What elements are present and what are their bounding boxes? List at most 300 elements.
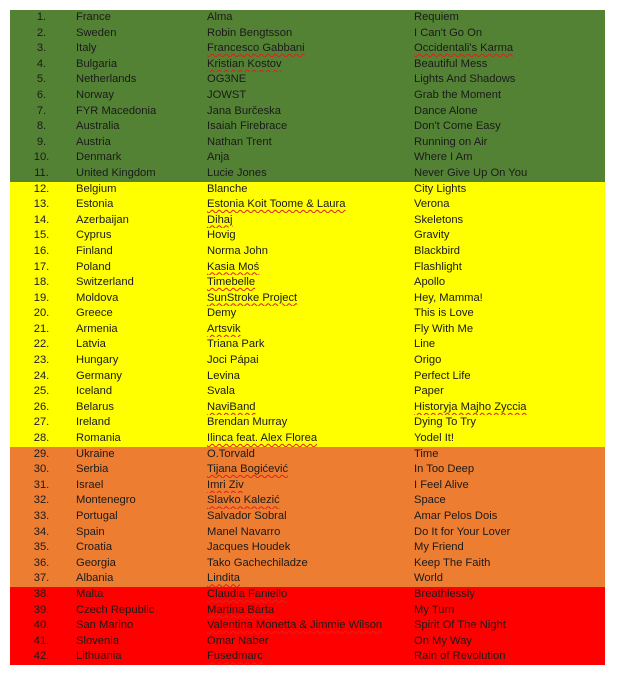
artist-cell-text: Ilinca feat. Alex Florea: [207, 432, 318, 445]
table-row: [10, 587, 605, 603]
rank-cell[interactable]: [10, 291, 73, 307]
song-cell-text: My Turn: [414, 603, 455, 616]
country-cell[interactable]: [73, 41, 206, 57]
artist-cell[interactable]: [206, 462, 413, 478]
table-row: [10, 618, 605, 634]
country-cell[interactable]: [73, 618, 206, 634]
country-cell[interactable]: [73, 462, 206, 478]
artist-cell-text: Brendan Murray: [207, 416, 288, 429]
rank-cell[interactable]: [10, 260, 73, 276]
rank-cell[interactable]: [10, 275, 73, 291]
rank-cell[interactable]: [10, 322, 73, 338]
song-cell[interactable]: [413, 244, 605, 260]
country-cell[interactable]: [73, 447, 206, 463]
table-row: [10, 213, 605, 229]
country-cell[interactable]: [73, 26, 206, 42]
country-cell[interactable]: [73, 260, 206, 276]
rank-cell[interactable]: [10, 166, 73, 182]
ranking-table-body: [10, 10, 605, 665]
artist-cell[interactable]: [206, 587, 413, 603]
country-cell[interactable]: [73, 415, 206, 431]
song-cell[interactable]: [413, 26, 605, 42]
artist-cell-text: Blanche: [207, 182, 248, 195]
rank-cell[interactable]: [10, 431, 73, 447]
artist-cell[interactable]: [206, 104, 413, 120]
artist-cell-text: Robin Bengtsson: [207, 26, 293, 39]
rank-cell[interactable]: [10, 462, 73, 478]
artist-cell[interactable]: [206, 244, 413, 260]
rank-cell-text: 5.: [36, 73, 47, 86]
country-cell[interactable]: [73, 493, 206, 509]
artist-cell[interactable]: [206, 88, 413, 104]
rank-cell[interactable]: [10, 10, 73, 26]
artist-cell-text: Claudia Faniello: [207, 587, 288, 600]
rank-cell[interactable]: [10, 72, 73, 88]
ranking-table: [10, 10, 605, 665]
song-cell-text: Paper: [414, 385, 444, 398]
song-cell[interactable]: [413, 119, 605, 135]
artist-cell[interactable]: [206, 540, 413, 556]
country-cell-text: Moldova: [76, 291, 119, 304]
song-cell[interactable]: [413, 415, 605, 431]
rank-cell[interactable]: [10, 353, 73, 369]
song-cell[interactable]: [413, 213, 605, 229]
rank-cell[interactable]: [10, 618, 73, 634]
rank-cell-text: 24.: [33, 369, 50, 382]
country-cell[interactable]: [73, 135, 206, 151]
song-cell-text: Skeletons: [414, 213, 464, 226]
rank-cell-text: 12.: [33, 182, 50, 195]
song-cell[interactable]: [413, 260, 605, 276]
rank-cell[interactable]: [10, 509, 73, 525]
artist-cell-text: Timebelle: [207, 276, 256, 289]
song-cell[interactable]: [413, 353, 605, 369]
rank-cell[interactable]: [10, 384, 73, 400]
song-cell-text: Dying To Try: [414, 416, 476, 429]
artist-cell[interactable]: [206, 182, 413, 198]
table-row: [10, 415, 605, 431]
table-row: [10, 244, 605, 260]
song-cell[interactable]: [413, 135, 605, 151]
artist-cell-text: Fusedmarc: [207, 650, 263, 663]
table-row: [10, 634, 605, 650]
song-cell-text: Requiem: [414, 11, 459, 23]
rank-cell-text: 16.: [33, 244, 50, 257]
artist-cell[interactable]: [206, 384, 413, 400]
artist-cell[interactable]: [206, 353, 413, 369]
table-row: [10, 431, 605, 447]
country-cell-text: Norway: [76, 88, 114, 101]
artist-cell[interactable]: [206, 228, 413, 244]
artist-cell-text: Francesco Gabbani: [207, 42, 305, 55]
rank-cell-text: 20.: [33, 307, 50, 320]
country-cell[interactable]: [73, 369, 206, 385]
country-cell[interactable]: [73, 587, 206, 603]
artist-cell[interactable]: [206, 571, 413, 587]
country-cell[interactable]: [73, 649, 206, 665]
country-cell-text: Ukraine: [76, 447, 115, 460]
country-cell-text: Italy: [76, 42, 97, 55]
song-cell-text: I Can't Go On: [414, 26, 483, 39]
rank-cell[interactable]: [10, 182, 73, 198]
artist-cell[interactable]: [206, 369, 413, 385]
country-cell-text: Czech Republic: [76, 603, 155, 616]
rank-cell-text: 30.: [33, 463, 50, 476]
country-cell-text: Ireland: [76, 416, 111, 429]
artist-cell[interactable]: [206, 322, 413, 338]
country-cell[interactable]: [73, 431, 206, 447]
song-cell[interactable]: [413, 493, 605, 509]
song-cell-text: Origo: [414, 354, 442, 367]
song-cell[interactable]: [413, 571, 605, 587]
song-cell[interactable]: [413, 556, 605, 572]
country-cell-text: Croatia: [76, 541, 113, 554]
artist-cell[interactable]: [206, 603, 413, 619]
artist-cell[interactable]: [206, 447, 413, 463]
table-row: [10, 166, 605, 182]
country-cell[interactable]: [73, 634, 206, 650]
table-row: [10, 369, 605, 385]
country-cell[interactable]: [73, 244, 206, 260]
song-cell[interactable]: [413, 337, 605, 353]
rank-cell[interactable]: [10, 587, 73, 603]
country-cell[interactable]: [73, 72, 206, 88]
table-row: [10, 603, 605, 619]
rank-cell-text: 29.: [33, 447, 50, 460]
song-cell-text: Gravity: [414, 229, 450, 242]
rank-cell-text: 1.: [36, 11, 47, 23]
rank-cell-text: 8.: [36, 120, 47, 133]
song-cell[interactable]: [413, 291, 605, 307]
artist-cell[interactable]: [206, 493, 413, 509]
country-cell[interactable]: [73, 57, 206, 73]
song-cell-text: Hey, Mamma!: [414, 291, 483, 304]
song-cell-text: Where I Am: [414, 151, 473, 164]
rank-cell[interactable]: [10, 415, 73, 431]
rank-cell[interactable]: [10, 447, 73, 463]
country-cell[interactable]: [73, 540, 206, 556]
artist-cell-text: Tijana Bogićević: [207, 463, 289, 476]
rank-cell[interactable]: [10, 197, 73, 213]
table-row: [10, 150, 605, 166]
artist-cell[interactable]: [206, 41, 413, 57]
country-cell[interactable]: [73, 88, 206, 104]
artist-cell[interactable]: [206, 260, 413, 276]
table-row: [10, 72, 605, 88]
song-cell[interactable]: [413, 182, 605, 198]
country-cell[interactable]: [73, 228, 206, 244]
table-row: [10, 182, 605, 198]
rank-cell[interactable]: [10, 540, 73, 556]
table-row: [10, 57, 605, 73]
rank-cell[interactable]: [10, 150, 73, 166]
country-cell[interactable]: [73, 10, 206, 26]
artist-cell[interactable]: [206, 10, 413, 26]
table-row: [10, 447, 605, 463]
table-row: [10, 135, 605, 151]
song-cell[interactable]: [413, 72, 605, 88]
song-cell-text: On My Way: [414, 634, 473, 647]
song-cell[interactable]: [413, 634, 605, 650]
song-cell[interactable]: [413, 10, 605, 26]
rank-cell-text: 7.: [36, 104, 47, 117]
artist-cell[interactable]: [206, 618, 413, 634]
rank-cell[interactable]: [10, 571, 73, 587]
song-cell-text: Verona: [414, 198, 450, 211]
rank-cell-text: 6.: [36, 88, 47, 101]
song-cell-text: Flashlight: [414, 260, 462, 273]
country-cell[interactable]: [73, 353, 206, 369]
country-cell-text: Finland: [76, 244, 113, 257]
song-cell[interactable]: [413, 540, 605, 556]
rank-cell[interactable]: [10, 478, 73, 494]
artist-cell-text: Hovig: [207, 229, 236, 242]
artist-cell-text: Norma John: [207, 244, 268, 257]
artist-cell-text: Tako Gachechiladze: [207, 556, 308, 569]
song-cell[interactable]: [413, 41, 605, 57]
artist-cell[interactable]: [206, 291, 413, 307]
country-cell[interactable]: [73, 556, 206, 572]
rank-cell-text: 33.: [33, 510, 50, 522]
artist-cell[interactable]: [206, 197, 413, 213]
rank-cell[interactable]: [10, 88, 73, 104]
song-cell[interactable]: [413, 525, 605, 541]
rank-cell-text: 36.: [33, 556, 50, 569]
artist-cell[interactable]: [206, 556, 413, 572]
country-cell[interactable]: [73, 166, 206, 182]
song-cell[interactable]: [413, 275, 605, 291]
country-cell-text: Romania: [76, 432, 121, 445]
artist-cell[interactable]: [206, 57, 413, 73]
song-cell-text: Spirit Of The Night: [414, 619, 506, 632]
country-cell[interactable]: [73, 275, 206, 291]
artist-cell[interactable]: [206, 150, 413, 166]
rank-cell-text: 14.: [33, 213, 50, 226]
song-cell[interactable]: [413, 150, 605, 166]
artist-cell[interactable]: [206, 400, 413, 416]
song-cell[interactable]: [413, 228, 605, 244]
song-cell-text: Breathlessly: [414, 587, 475, 600]
rank-cell[interactable]: [10, 400, 73, 416]
rank-cell[interactable]: [10, 213, 73, 229]
song-cell-text: My Friend: [414, 541, 464, 554]
country-cell[interactable]: [73, 603, 206, 619]
song-cell[interactable]: [413, 447, 605, 463]
country-cell-text: San Marino: [76, 619, 134, 632]
song-cell[interactable]: [413, 322, 605, 338]
table-row: [10, 119, 605, 135]
rank-cell[interactable]: [10, 634, 73, 650]
rank-cell-text: 34.: [33, 525, 50, 538]
song-cell[interactable]: [413, 197, 605, 213]
rank-cell[interactable]: [10, 41, 73, 57]
country-cell[interactable]: [73, 150, 206, 166]
country-cell-text: FYR Macedonia: [76, 104, 157, 117]
song-cell[interactable]: [413, 649, 605, 665]
country-cell[interactable]: [73, 571, 206, 587]
rank-cell-text: 10.: [33, 151, 50, 164]
song-cell[interactable]: [413, 618, 605, 634]
artist-cell[interactable]: [206, 415, 413, 431]
song-cell-text: Never Give Up On You: [414, 166, 528, 179]
rank-cell[interactable]: [10, 57, 73, 73]
song-cell[interactable]: [413, 57, 605, 73]
artist-cell[interactable]: [206, 634, 413, 650]
country-cell[interactable]: [73, 509, 206, 525]
rank-cell[interactable]: [10, 119, 73, 135]
rank-cell[interactable]: [10, 26, 73, 42]
song-cell[interactable]: [413, 462, 605, 478]
country-cell-text: Germany: [76, 369, 123, 382]
song-cell-text: Dance Alone: [414, 104, 478, 117]
country-cell[interactable]: [73, 322, 206, 338]
table-row: [10, 525, 605, 541]
artist-cell[interactable]: [206, 135, 413, 151]
artist-cell[interactable]: [206, 306, 413, 322]
country-cell-text: Poland: [76, 260, 111, 273]
song-cell-text: Keep The Faith: [414, 556, 491, 569]
country-cell-text: Hungary: [76, 354, 119, 367]
country-cell-text: Bulgaria: [76, 57, 118, 70]
rank-cell-text: 18.: [33, 276, 50, 289]
rank-cell-text: 26.: [33, 400, 50, 413]
table-row: [10, 104, 605, 120]
song-cell[interactable]: [413, 431, 605, 447]
song-cell-text: Rain of Revolution: [414, 650, 506, 663]
country-cell[interactable]: [73, 525, 206, 541]
table-row: [10, 41, 605, 57]
song-cell[interactable]: [413, 104, 605, 120]
artist-cell[interactable]: [206, 213, 413, 229]
country-cell-text: Montenegro: [76, 494, 136, 507]
country-cell-text: Portugal: [76, 510, 118, 522]
song-cell[interactable]: [413, 603, 605, 619]
song-cell-text: Amar Pelos Dois: [414, 510, 498, 522]
rank-cell-text: 39.: [33, 603, 50, 616]
country-cell[interactable]: [73, 337, 206, 353]
rank-cell-text: 38.: [33, 587, 50, 600]
country-cell-text: Belarus: [76, 400, 114, 413]
country-cell-text: Serbia: [76, 463, 109, 476]
rank-cell[interactable]: [10, 337, 73, 353]
artist-cell[interactable]: [206, 72, 413, 88]
artist-cell[interactable]: [206, 525, 413, 541]
country-cell-text: United Kingdom: [76, 166, 156, 179]
artist-cell-text: Estonia Koit Toome & Laura: [207, 198, 346, 211]
artist-cell[interactable]: [206, 119, 413, 135]
country-cell-text: Armenia: [76, 322, 118, 335]
artist-cell[interactable]: [206, 478, 413, 494]
song-cell-text: Fly With Me: [414, 322, 474, 335]
song-cell[interactable]: [413, 478, 605, 494]
artist-cell[interactable]: [206, 337, 413, 353]
rank-cell[interactable]: [10, 228, 73, 244]
song-cell-text: Running on Air: [414, 135, 488, 148]
artist-cell-text: Manel Navarro: [207, 525, 281, 538]
rank-cell[interactable]: [10, 556, 73, 572]
table-row: [10, 88, 605, 104]
artist-cell-text: Alma: [207, 11, 233, 23]
song-cell[interactable]: [413, 400, 605, 416]
rank-cell-text: 19.: [33, 291, 50, 304]
song-cell-text: Space: [414, 494, 446, 507]
rank-cell[interactable]: [10, 649, 73, 665]
country-cell[interactable]: [73, 478, 206, 494]
artist-cell-text: Martina Bárta: [207, 603, 275, 616]
country-cell-text: Cyprus: [76, 229, 112, 242]
artist-cell-text: O.Torvald: [207, 447, 255, 460]
artist-cell-text: Joci Pápai: [207, 354, 259, 367]
country-cell-text: Estonia: [76, 198, 114, 211]
artist-cell-text: Jana Burčeska: [207, 104, 282, 117]
song-cell[interactable]: [413, 384, 605, 400]
country-cell-text: Switzerland: [76, 276, 134, 289]
table-row: [10, 291, 605, 307]
table-row: [10, 275, 605, 291]
rank-cell[interactable]: [10, 244, 73, 260]
artist-cell-text: Kristian Kostov: [207, 57, 282, 70]
table-row: [10, 306, 605, 322]
artist-cell[interactable]: [206, 26, 413, 42]
rank-cell[interactable]: [10, 493, 73, 509]
country-cell[interactable]: [73, 306, 206, 322]
country-cell-text: Latvia: [76, 338, 106, 351]
country-cell[interactable]: [73, 384, 206, 400]
song-cell[interactable]: [413, 509, 605, 525]
song-cell-text: This is Love: [414, 307, 474, 320]
artist-cell-text: SunStroke Project: [207, 291, 298, 304]
rank-cell[interactable]: [10, 135, 73, 151]
song-cell[interactable]: [413, 587, 605, 603]
rank-cell-text: 15.: [33, 229, 50, 242]
rank-cell[interactable]: [10, 104, 73, 120]
artist-cell[interactable]: [206, 275, 413, 291]
table-row: [10, 400, 605, 416]
country-cell[interactable]: [73, 400, 206, 416]
country-cell[interactable]: [73, 104, 206, 120]
rank-cell-text: 37.: [33, 572, 50, 585]
artist-cell-text: Dihaj: [207, 213, 233, 226]
rank-cell-text: 28.: [33, 432, 50, 445]
country-cell-text: Israel: [76, 478, 104, 491]
country-cell[interactable]: [73, 182, 206, 198]
song-cell[interactable]: [413, 369, 605, 385]
song-cell[interactable]: [413, 88, 605, 104]
rank-cell[interactable]: [10, 603, 73, 619]
song-cell-text: I Feel Alive: [414, 478, 469, 491]
song-cell[interactable]: [413, 166, 605, 182]
artist-cell[interactable]: [206, 431, 413, 447]
song-cell-text: Time: [414, 447, 439, 460]
rank-cell[interactable]: [10, 369, 73, 385]
artist-cell-text: Triana Park: [207, 338, 265, 351]
rank-cell-text: 2.: [36, 26, 47, 39]
song-cell[interactable]: [413, 306, 605, 322]
artist-cell[interactable]: [206, 509, 413, 525]
country-cell[interactable]: [73, 213, 206, 229]
country-cell[interactable]: [73, 197, 206, 213]
table-row: [10, 197, 605, 213]
country-cell[interactable]: [73, 119, 206, 135]
rank-cell[interactable]: [10, 525, 73, 541]
country-cell[interactable]: [73, 291, 206, 307]
artist-cell-text: Slavko Kalezić: [207, 494, 280, 507]
table-row: [10, 228, 605, 244]
rank-cell[interactable]: [10, 306, 73, 322]
artist-cell[interactable]: [206, 649, 413, 665]
artist-cell[interactable]: [206, 166, 413, 182]
rank-cell-text: 31.: [33, 478, 50, 491]
